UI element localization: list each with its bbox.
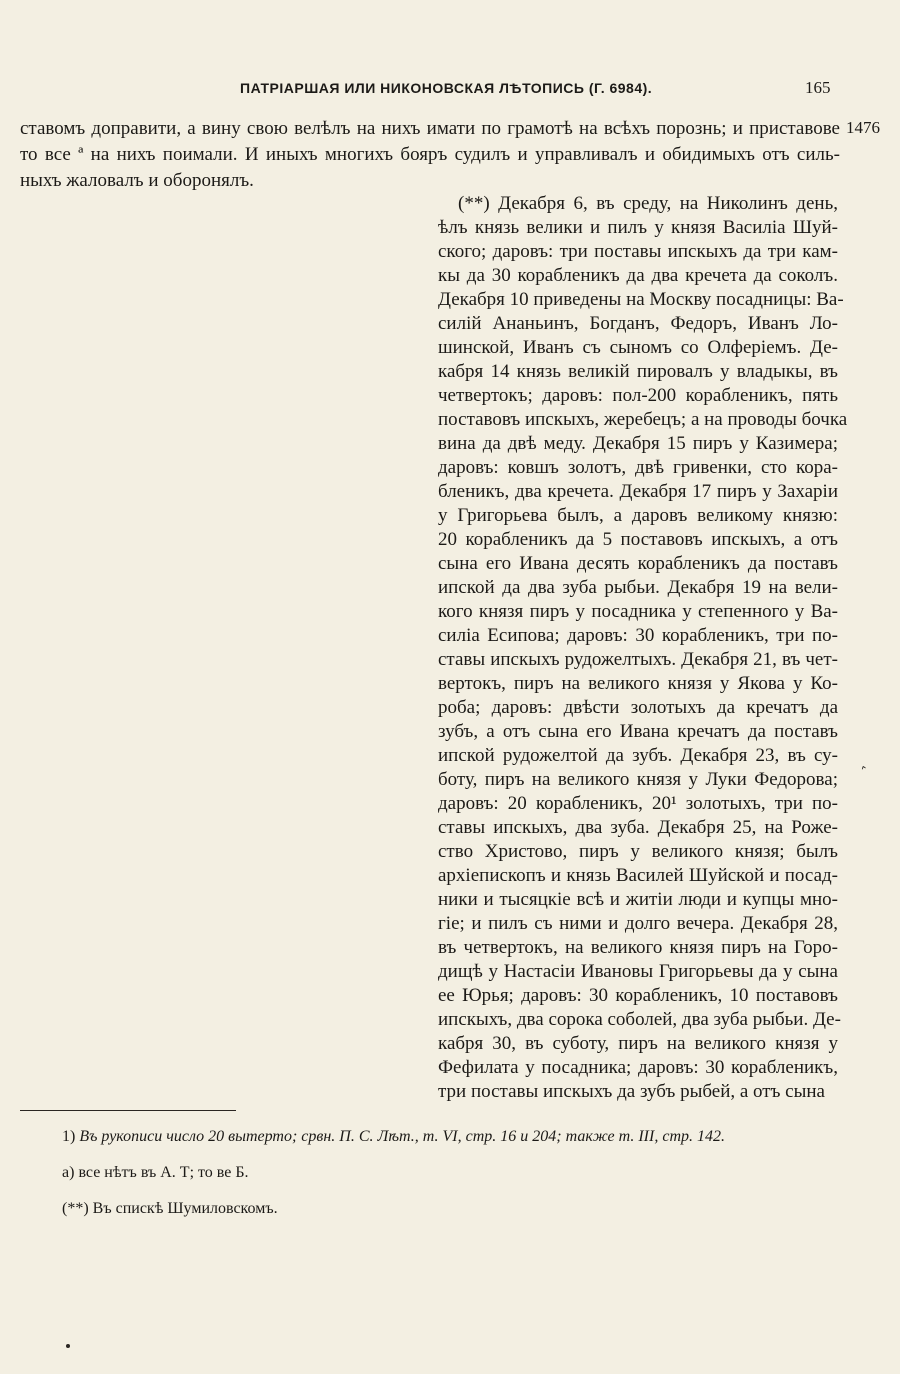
footnote-marker: (**): [62, 1200, 89, 1217]
text-line: кабря 14 князь великій пировалъ у владыкы, въ: [438, 361, 838, 382]
footnote-marker: а): [62, 1164, 75, 1181]
text-line: ѣлъ князь велики и пилъ у князя Василіа Шуй-: [438, 217, 838, 238]
text-line: Декабря 10 приведены на Москву посадницы: Ва-: [438, 289, 844, 310]
footnote-marker: 1): [62, 1128, 76, 1145]
footnote-text: Въ спискѣ Шумиловскомъ.: [92, 1200, 278, 1217]
text-line: ставы ипскыхъ, два зуба. Декабря 25, на Роже-: [438, 817, 838, 838]
text-line: гіе; и пилъ съ ними и долго вечера. Декабря 28,: [438, 913, 838, 934]
page-speck: [66, 1344, 70, 1348]
text-line: сына его Ивана десять корабленикъ да поставъ: [438, 553, 838, 574]
text-line: Фефилата у посадника; даровъ: 30 корабленикъ,: [438, 1057, 838, 1078]
text-line: дищѣ у Настасіи Ивановы Григорьевы да у сына: [438, 961, 838, 982]
text-line: бленикъ, два кречета. Декабря 17 пиръ у Захаріи: [438, 481, 838, 502]
text-line: силіа Есипова; даровъ: 30 корабленикъ, три по-: [438, 625, 838, 646]
text-line: ипской рудожелтой да зубъ. Декабря 23, въ су-: [438, 745, 838, 766]
text-line: вертокъ, пиръ на великого князя у Якова у Ко-: [438, 673, 838, 694]
margin-mark-icon: ˆ: [859, 764, 872, 782]
text-line: архіепископъ и князь Василей Шуйской и посад-: [438, 865, 838, 886]
footnote: [62, 1164, 249, 1182]
page-number: 165: [805, 78, 831, 97]
text-line: ники и тысяцкіе всѣ и житіи люди и купцы мно-: [438, 889, 838, 910]
footnote: [62, 1128, 725, 1146]
text-line: поставовъ ипскыхъ, жеребецъ; а на проводы бочка: [438, 409, 848, 430]
text-line: 20 корабленикъ да 5 поставовъ ипскыхъ, а отъ: [438, 529, 838, 550]
text-line: три поставы ипскыхъ да зубъ рыбей, а отъ сына: [438, 1081, 825, 1102]
text-line: даровъ: ковшъ золотъ, двѣ гривенки, сто кора-: [438, 457, 838, 478]
text-line: у Григорьева былъ, а даровъ великому князю:: [438, 505, 838, 526]
text-line: кабря 30, въ суботу, пиръ на великого князя у: [438, 1033, 838, 1054]
text-line: зубъ, а отъ сына его Ивана кречатъ да поставъ: [438, 721, 838, 742]
footnote-rule: [20, 1110, 236, 1111]
text-line: роба; даровъ: двѣсти золотыхъ да кречатъ да: [438, 697, 838, 718]
text-line: шинской, Иванъ съ сыномъ со Олферіемъ. Де-: [438, 337, 838, 358]
text-line: четвертокъ; даровъ: пол-200 корабленикъ, пять: [438, 385, 838, 406]
text-line: даровъ: 20 корабленикъ, 20¹ золотыхъ, три по-: [438, 793, 838, 814]
text-line: въ четвертокъ, на великого князя пиръ на Горо-: [438, 937, 838, 958]
page-header: [0, 78, 900, 102]
text-line: боту, пиръ на великого князя у Луки Федорова;: [438, 769, 838, 790]
text-line: ипскыхъ, два сорока соболей, два зуба рыбьи. Де-: [438, 1009, 841, 1030]
footnote: [62, 1200, 278, 1218]
text-line: вина да двѣ меду. Декабря 15 пиръ у Казимера;: [438, 433, 838, 454]
text-line: ство Христово, пиръ у великого князя; былъ: [438, 841, 838, 862]
running-title: ПАТРІАРШАЯ ИЛИ НИКОНОВСКАЯ ЛѢТОПИСЬ (Г. 6984).: [240, 80, 653, 96]
text-line: ипской да два зуба рыбьи. Декабря 19 на вели-: [438, 577, 838, 598]
margin-year: 1476: [846, 118, 880, 137]
text-line: ее Юрья; даровъ: 30 корабленикъ, 10 поставовъ: [438, 985, 838, 1006]
text-line: ставомъ доправити, а вину свою велѣлъ на нихъ имати по грамотѣ на всѣхъ порознь; и приставове: [20, 118, 840, 139]
text-line: ныхъ жаловалъ и оборонялъ.: [20, 170, 254, 191]
text-line: то все ª на нихъ поимали. И иныхъ многихъ бояръ судилъ и управливалъ и обидимыхъ отъ силь-: [20, 144, 840, 165]
footnote-text: все нѣтъ въ А. Т; то ве Б.: [78, 1164, 249, 1181]
text-line: кы да 30 корабленикъ да два кречета да соколъ.: [438, 265, 838, 286]
text-line: (**) Декабря 6, въ среду, на Николинъ день,: [458, 193, 838, 214]
text-line: ставы ипскыхъ рудожелтыхъ. Декабря 21, въ чет-: [438, 649, 838, 670]
text-line: кого князя пиръ у посадника у степенного у Ва-: [438, 601, 838, 622]
text-line: силій Ананьинъ, Богданъ, Федоръ, Иванъ Ло-: [438, 313, 838, 334]
text-line: ского; даровъ: три поставы ипскыхъ да три кам-: [438, 241, 838, 262]
footnote-text: Въ рукописи число 20 вытерто; срвн. П. С. Лѣт., т. VI, стр. 16 и 204; также т. III, стр. 142.: [79, 1128, 725, 1145]
